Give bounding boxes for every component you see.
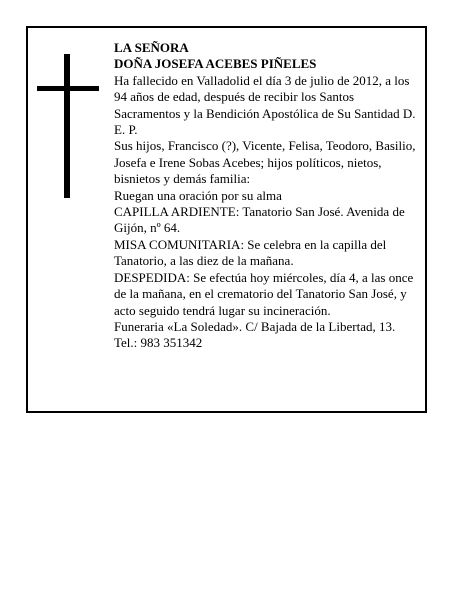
cross-horizontal-bar xyxy=(37,86,99,91)
chapel-info: CAPILLA ARDIENTE: Tanatorio San José. Avenida de Gijón, nº 64. xyxy=(114,204,405,236)
funeral-home-address: Funeraria «La Soledad». C/ Bajada de la Libertad, 13. xyxy=(114,318,396,334)
cross-vertical-bar xyxy=(64,54,70,198)
obituary-text xyxy=(114,40,420,352)
farewell-info: DESPEDIDA: Se efectúa hoy miércoles, día 4, a las once de la mañana, en el crematorio del Tanatorio San José, y acto seguido tendrá lugar su incineración. xyxy=(114,269,414,318)
prayer-request: Ruegan una oración por su alma xyxy=(114,187,282,203)
mass-info: MISA COMUNITARIA: Se celebra en la capilla del Tanatorio, a las diez de la mañana. xyxy=(114,236,387,269)
family-list: Sus hijos, Francisco (?), Vicente, Felisa, Teodoro, Basilio, Josefa e Irene Sobas Acebes; hijos políticos, nietos, bisnietos y demás familia: xyxy=(114,138,416,187)
cross-icon xyxy=(37,54,99,198)
deceased-name: DOÑA JOSEFA ACEBES PIÑELES xyxy=(114,56,317,72)
funeral-home-phone: Tel.: 983 351342 xyxy=(114,335,203,351)
death-announcement: Ha fallecido en Valladolid el día 3 de julio de 2012, a los 94 años de edad, después de recibir los Santos Sacramentos y la Bendición Apostólica de Su Santidad D. E. P. xyxy=(114,72,416,138)
notice-title: LA SEÑORA xyxy=(114,40,189,55)
